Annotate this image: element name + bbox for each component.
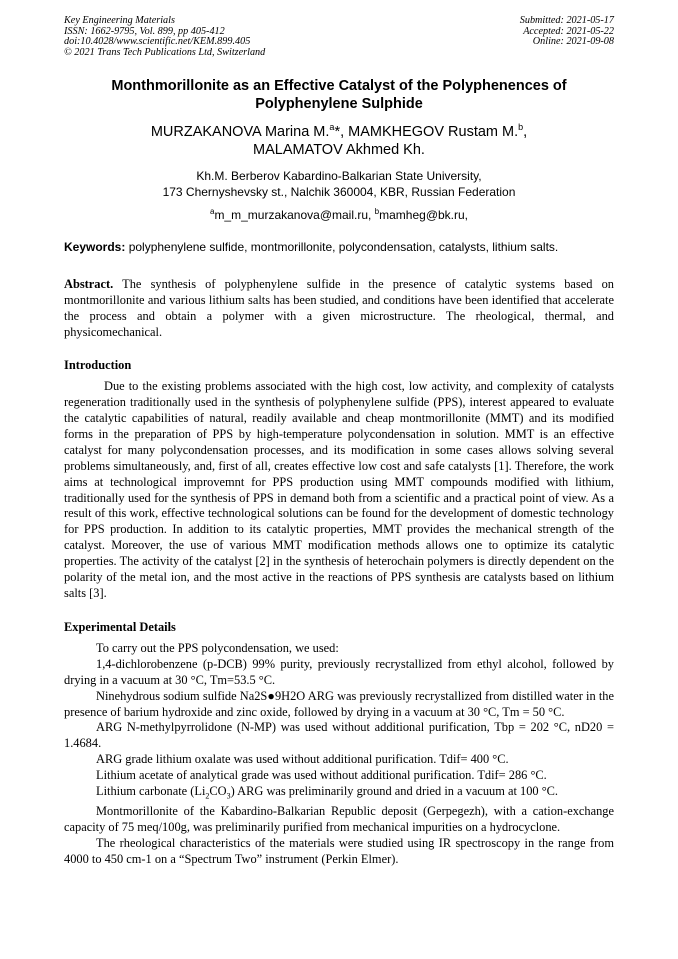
li2co3-sub-1: 2 (205, 791, 210, 801)
author-2-sup: b (518, 122, 524, 133)
keywords-text: polyphenylene sulfide, montmorillonite, polycondensation, catalysts, lithium salts. (125, 240, 559, 255)
email-a[interactable]: m_m_murzakanova@mail.ru, (214, 208, 375, 223)
experimental-paragraph-4: ARG N-methylpyrrolidone (N-MP) was used without additional purification, Tbp = 202 °C, nD20 = 1.4684. (64, 720, 614, 751)
introduction-paragraph: Due to the existing problems associated with the high cost, low activity, and complexity of catalysts regeneration traditionally used in the synthesis of polyphenylene sulfide (PPS), interest appeared to evaluate the catalytic capabilities of natural, readily available and cheap montmorillonite (MMT) and its modified forms in the preparation of PPS by high-temperature polycondensation in solution. MMT is an effective catalyst for many polycondensation processes, and its modification in some cases allows solving several problems simultaneously, and, first of all, creates effective low cost and safe catalysts [1]. Therefore, the work aims at technological improvemnt for PPS production using MMT compounds modified with lithium, traditionally used for the synthesis of PPS in demand both from a scientific and a practical point of view. As a result of this work, effective technological solutions can be found for the development of domestic technology for PPS production. In addition to its catalytic properties, MMT provides the mechanical strength of the catalyst. Moreover, the use of various MMT modification methods allows one to optimize its catalytic properties. The activity of the catalyst [2] in the synthesis of heterochain polymers is directly dependent on the polarity of the metal ion, and the most active in the reactions of PPS synthesis are catalysts based on lithium salts [3]. (64, 379, 614, 600)
li2co3-mid: CO (209, 784, 227, 799)
author-1-mark: *, (334, 124, 349, 141)
author-1: MURZAKANOVA Marina M. (150, 124, 330, 141)
email-b[interactable]: mamheg@bk.ru, (379, 208, 469, 223)
doi: doi:10.4028/www.scientific.net/KEM.899.405 (64, 36, 251, 48)
abstract-text: The synthesis of polyphenylene sulfide in the presence of catalytic systems based on montmorillonite and various lithium salts has been studied, and conditions have been identified that accelerate the process and obtain a polymer with a given microstructure. The rheological, thermal, and physicomechanical. (64, 277, 614, 340)
experimental-heading: Experimental Details (64, 619, 176, 634)
author-2: MAMKHEGOV Rustam M. (348, 124, 519, 141)
introduction-heading: Introduction (64, 358, 132, 373)
email-sup-a: a (209, 207, 215, 217)
copyright: © 2021 Trans Tech Publications Ltd, Switzerland (64, 46, 266, 58)
author-1-sup: a (329, 122, 335, 133)
journal-info (64, 16, 265, 58)
experimental-paragraph-8: Montmorillonite of the Kabardino-Balkarian Republic deposit (Gerpegezh), with a cation-exchange capacity of 75 meq/100g, was preliminarily purified from mechanical impurities on a hydrocyclone. (64, 804, 614, 835)
author-3: MALAMATOV Akhmed Kh. (253, 142, 425, 159)
li2co3-post: ) ARG was preliminarily ground and dried in a vacuum at 100 °C. (230, 784, 559, 799)
abstract (64, 276, 614, 340)
li2co3-sub-2: 3 (226, 791, 231, 801)
author-list (64, 118, 614, 159)
submitted-date: Submitted: 2021-05-17 (519, 15, 614, 26)
accepted-date: Accepted: 2021-05-22 (523, 25, 614, 37)
header-meta (64, 16, 614, 58)
experimental-paragraph-5: ARG grade lithium oxalate was used without additional purification. Tdif= 400 °C. (96, 752, 509, 767)
keywords (64, 240, 614, 255)
keywords-label: Keywords: (64, 240, 126, 255)
abstract-label: Abstract. (64, 277, 114, 292)
experimental-paragraph-3: Ninehydrous sodium sulfide Na2S●9H2O ARG was previously recrystallized from distilled water in the presence of barium hydroxide and zinc oxide, followed by drying in a vacuum at 30 °C, Tm = 50 °C. (64, 688, 614, 719)
affiliation (64, 168, 614, 200)
paper-title: Monthmorillonite as an Effective Catalyst of the Polyphenences of Polyphenylene Sulphide (111, 78, 567, 112)
author-emails (64, 204, 614, 223)
issn: ISSN: 1662-9795, Vol. 899, pp 405-412 (64, 25, 225, 37)
experimental-paragraph-9: The rheological characteristics of the materials were studied using IR spectroscopy in the range from 4000 to 450 cm-1 on a “Spectrum Two” instrument (Perkin Elmer). (64, 836, 614, 867)
experimental-paragraph-6: Lithium acetate of analytical grade was used without additional purification. Tdif= 286 °C. (96, 768, 547, 783)
online-date: Online: 2021-09-08 (532, 36, 614, 48)
author-2-tail: , (523, 124, 528, 141)
paper-page (64, 16, 614, 868)
affiliation-line-2: 173 Chernyshevsky st., Nalchik 360004, KBR, Russian Federation (162, 185, 516, 200)
experimental-paragraph-7 (64, 784, 614, 804)
journal-name: Key Engineering Materials (64, 15, 175, 26)
experimental-paragraph-2: 1,4-dichlorobenzene (p-DCB) 99% purity, previously recrystallized from ethyl alcohol, followed by drying in a vacuum at 30 °C, Tm=53.5 °C. (64, 656, 614, 687)
li2co3-pre: Lithium carbonate (Li (96, 784, 206, 799)
affiliation-line-1: Kh.M. Berberov Kabardino-Balkarian State University, (196, 169, 482, 184)
dates-info (520, 16, 614, 58)
email-sup-b: b (374, 207, 380, 217)
experimental-paragraph-1: To carry out the PPS polycondensation, we used: (96, 640, 339, 655)
